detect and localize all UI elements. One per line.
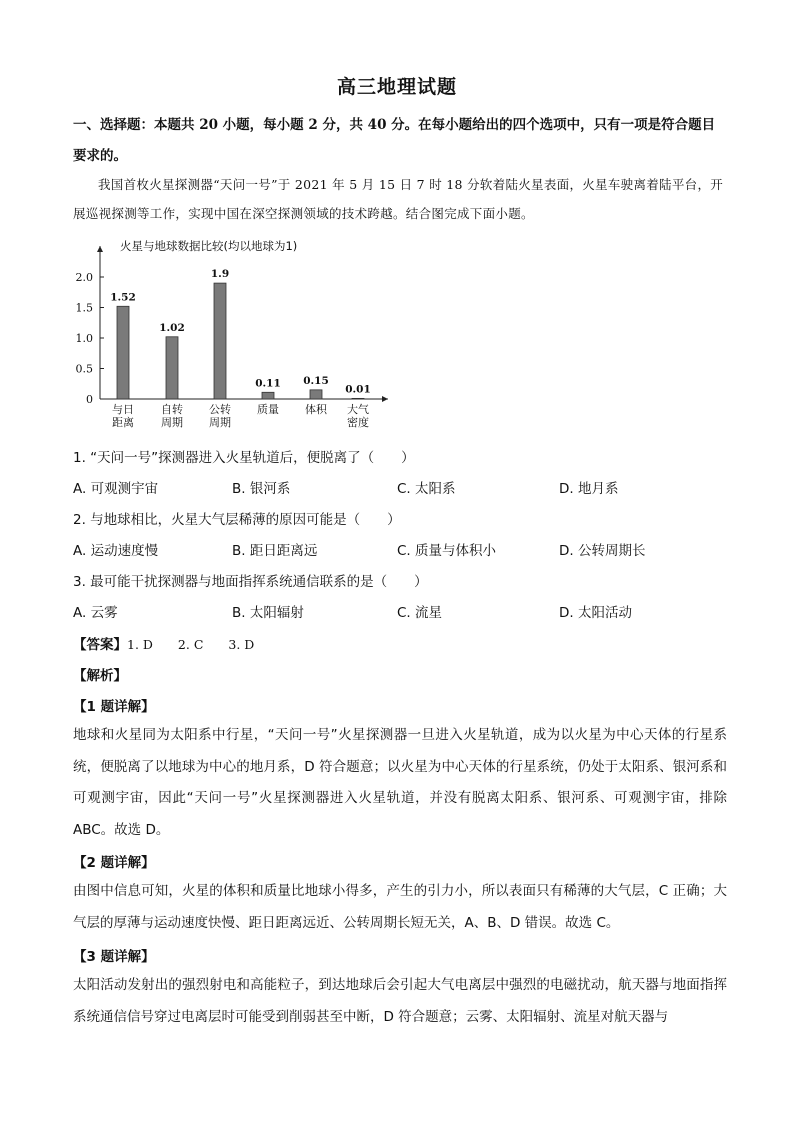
detail-3-heading: 【3 题详解】 [73, 949, 155, 965]
option-a: A. 云雾 [73, 605, 118, 621]
detail-2-heading: 【2 题详解】 [73, 855, 155, 871]
detail-2-text: 由图中信息可知，火星的体积和质量比地球小得多，产生的引力小，所以表面只有稀薄的大气层，C 正确；大气层的厚薄与运动速度快慢、距日距离远近、公转周期长短无关，A、B、D 错误。故选 C。 [73, 883, 727, 931]
x-category-label: 距离 [112, 416, 134, 429]
bar [310, 390, 322, 399]
question-3-stem: 3. 最可能干扰探测器与地面指挥系统通信联系的是（ ） [73, 574, 428, 590]
option-b: B. 银河系 [232, 481, 291, 497]
x-category-label: 体积 [305, 403, 327, 416]
option-a: A. 运动速度慢 [73, 543, 159, 559]
y-axis-arrow [97, 246, 103, 252]
bar [352, 398, 364, 399]
bar-value-label: 1.52 [110, 291, 136, 304]
option-d: D. 太阳活动 [559, 605, 632, 621]
x-axis-arrow [382, 396, 388, 402]
bar-value-label: 1.9 [210, 268, 230, 281]
x-category-label: 公转 [209, 403, 231, 416]
answer-label: 【答案】 [73, 637, 127, 653]
analysis-label: 【解析】 [73, 668, 127, 684]
y-tick-label: 1.0 [75, 332, 93, 345]
option-a: A. 可观测宇宙 [73, 481, 159, 497]
answer-line [73, 633, 254, 653]
question-1-stem: 1. “天问一号”探测器进入火星轨道后，便脱离了（ ） [73, 450, 415, 466]
bar [117, 306, 129, 399]
option-c: C. 太阳系 [397, 481, 456, 497]
bar [262, 392, 274, 399]
bar-value-label: 0.15 [303, 374, 329, 387]
question-intro: 我国首枚火星探测器“天问一号”于 2021 年 5 月 15 日 7 时 18 分软着陆火星表面，火星车驶离着陆平台，开展巡视探测等工作，实现中国在深空探测领域的技术跨越。结合图完成下面小题。 [73, 177, 724, 221]
option-b: B. 距日距离远 [232, 543, 318, 559]
y-tick-label: 0.5 [75, 362, 93, 376]
mars-earth-chart [70, 236, 400, 432]
option-d: D. 地月系 [559, 481, 619, 497]
detail-3-text: 太阳活动发射出的强烈射电和高能粒子，到达地球后会引起大气电离层中强烈的电磁扰动，航天器与地面指挥系统通信信号穿过电离层时可能受到削弱甚至中断，D 符合题意；云雾、太阳辐射、流星对航天器与 [73, 977, 727, 1025]
answer-values: 1. D 2. C 3. D [127, 637, 255, 652]
x-category-label: 周期 [209, 416, 231, 429]
x-category-label: 质量 [257, 403, 279, 416]
option-c: C. 质量与体积小 [397, 543, 497, 559]
bar-value-label: 1.02 [159, 321, 185, 334]
x-category-label: 与日 [112, 403, 134, 416]
detail-1-heading: 【1 题详解】 [73, 699, 155, 715]
y-tick-label: 2.0 [75, 271, 93, 284]
x-category-label: 大气 [347, 403, 369, 416]
bar-value-label: 0.01 [345, 383, 371, 396]
x-category-label: 自转 [161, 403, 183, 416]
bar [166, 337, 178, 399]
question-2-stem: 2. 与地球相比，火星大气层稀薄的原因可能是（ ） [73, 512, 401, 528]
chart-svg [70, 236, 400, 432]
detail-1-text: 地球和火星同为太阳系中行星，“天问一号”火星探测器一旦进入火星轨道，成为以火星为中心天体的行星系统，便脱离了以地球为中心的地月系，D 符合题意；以火星为中心天体的行星系统，仍处于太阳系、银河系和可观测宇宙，因此“天问一号”火星探测器进入火星轨道，并没有脱离太阳系、银河系、可观测宇宙，排除 ABC。故选 D。 [73, 727, 727, 838]
y-tick-label: 1.5 [75, 301, 93, 315]
bar-value-label: 0.11 [255, 377, 281, 390]
option-b: B. 太阳辐射 [232, 605, 304, 621]
x-category-label: 密度 [347, 416, 369, 429]
option-c: C. 流星 [397, 605, 443, 621]
x-category-label: 周期 [161, 416, 183, 429]
section-instructions: 一、选择题：本题共 20 小题，每小题 2 分，共 40 分。在每小题给出的四个选项中，只有一项是符合题目要求的。 [73, 117, 716, 164]
option-d: D. 公转周期长 [559, 543, 646, 559]
chart-title: 火星与地球数据比较(均以地球为1) [120, 239, 298, 253]
y-tick-label: 0 [86, 393, 93, 406]
bar [214, 283, 226, 399]
page-title: 高三地理试题 [336, 76, 457, 98]
